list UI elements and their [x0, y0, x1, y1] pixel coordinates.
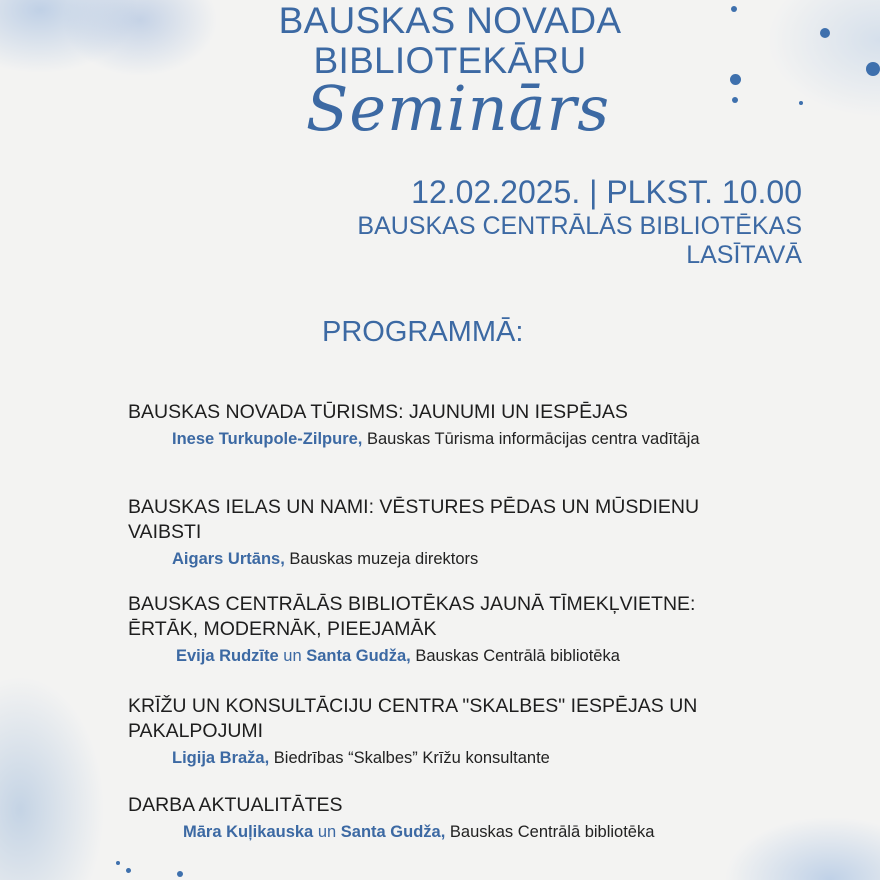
- event-date-time: 12.02.2025. | PLKST. 10.00: [411, 174, 802, 210]
- program-heading: PROGRAMMĀ:: [322, 316, 524, 348]
- speaker-name: Santa Gudža,: [306, 647, 411, 665]
- title-script: Seminārs: [305, 72, 611, 145]
- venue-line-1: BAUSKAS CENTRĀLĀS BIBLIOTĒKAS: [357, 212, 802, 240]
- speaker-name: Ligija Braža,: [172, 749, 270, 767]
- title-line-1: BAUSKAS NOVADA: [278, 0, 622, 41]
- program-item: [128, 793, 828, 843]
- speaker-name: Inese Turkupole-Zilpure,: [172, 430, 363, 448]
- speaker-name: Aigars Urtāns,: [172, 550, 285, 568]
- event-venue: [357, 212, 802, 270]
- program-speaker: [172, 548, 828, 570]
- program-speaker: [176, 645, 828, 667]
- program-speaker: [172, 428, 732, 450]
- speaker-name: Santa Gudža,: [340, 823, 446, 841]
- speaker-role: Bauskas Centrālā bibliotēka: [445, 823, 655, 841]
- title-line-2: BIBLIOTEKĀRU: [313, 40, 587, 81]
- speaker-name: Evija Rudzīte: [176, 647, 279, 665]
- speaker-connector: un: [313, 823, 341, 841]
- decor-dot: [116, 861, 120, 865]
- program-speaker: [183, 821, 743, 843]
- venue-line-2: LASĪTAVĀ: [686, 241, 802, 269]
- decor-dot: [177, 871, 183, 877]
- program-topic: BAUSKAS CENTRĀLĀS BIBLIOTĒKAS JAUNĀ TĪMEKĻVIETNE: ĒRTĀK, MODERNĀK, PIEEJAMĀK: [128, 593, 696, 640]
- program-topic: BAUSKAS NOVADA TŪRISMS: JAUNUMI UN IESPĒJAS: [128, 401, 628, 423]
- program-item: [128, 694, 828, 769]
- decor-dot: [126, 868, 131, 873]
- decor-dot: [732, 97, 738, 103]
- speaker-connector: un: [278, 647, 307, 665]
- program-speaker: [172, 747, 828, 769]
- program-item: [128, 495, 828, 570]
- speaker-role: Bauskas Centrālā bibliotēka: [410, 647, 620, 665]
- speaker-role: Biedrības “Skalbes” Krīžu konsultante: [269, 749, 550, 767]
- speaker-role: Bauskas muzeja direktors: [284, 550, 479, 568]
- program-topic: KRĪŽU UN KONSULTĀCIJU CENTRA "SKALBES" IESPĒJAS UN PAKALPOJUMI: [128, 695, 698, 742]
- decor-dot: [799, 101, 803, 105]
- program-topic: BAUSKAS IELAS UN NAMI: VĒSTURES PĒDAS UN MŪSDIENU VAIBSTI: [128, 496, 700, 543]
- program-item: [128, 592, 828, 667]
- speaker-name: Māra Kuļikauska: [183, 823, 314, 841]
- program-topic: DARBA AKTUALITĀTES: [128, 794, 343, 816]
- program-item: [128, 400, 828, 450]
- speaker-role: Bauskas Tūrisma informācijas centra vadītāja: [362, 430, 700, 448]
